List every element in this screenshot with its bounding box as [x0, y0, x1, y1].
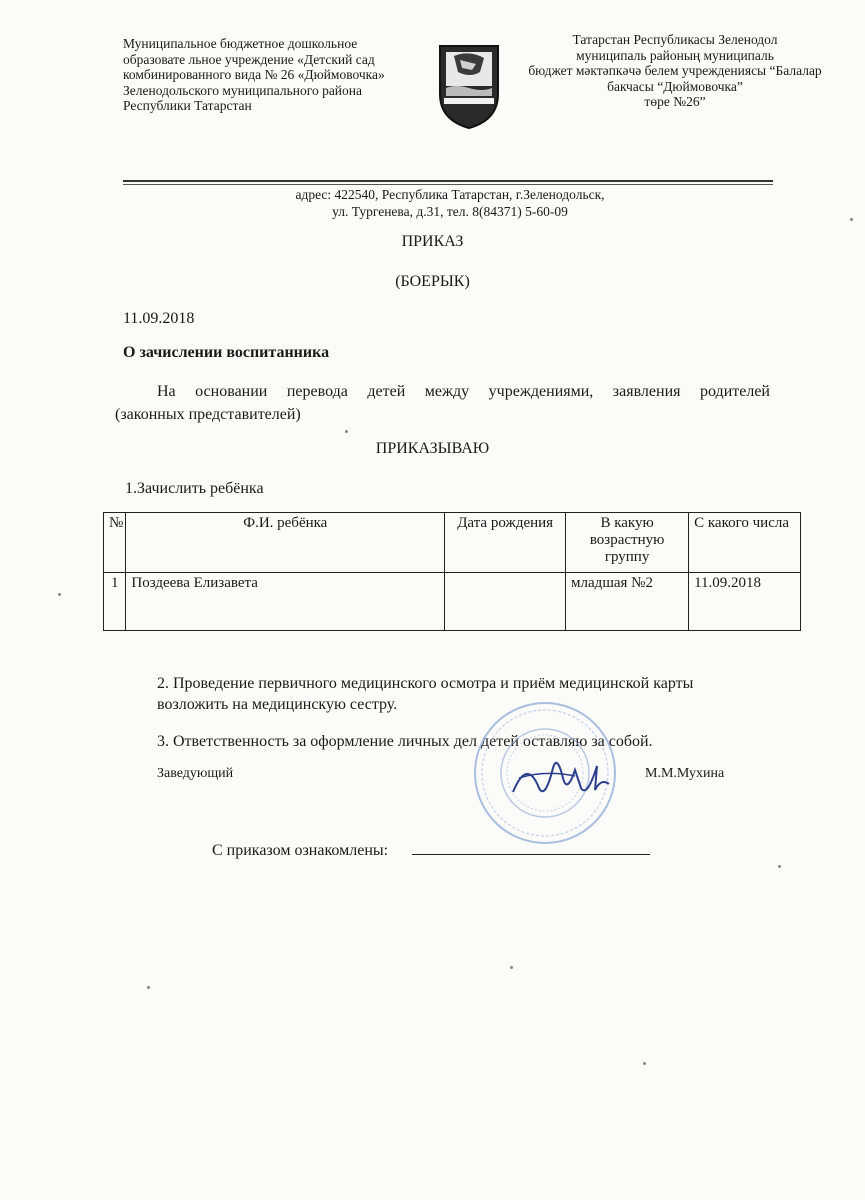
scan-speck — [58, 593, 61, 596]
cell-group: младшая №2 — [566, 573, 689, 631]
address-line: адрес: 422540, Республика Татарстан, г.Зеленодольск, — [295, 187, 605, 202]
scan-speck — [147, 986, 150, 989]
scan-speck — [510, 966, 513, 969]
col-header-number: № — [104, 513, 126, 573]
header-right-line: бюджет мәктәпкәчә белем учреждениясы “Балалар — [528, 63, 822, 78]
header-left-line: комбинированного вида № 26 «Дюймовочка» — [123, 67, 385, 82]
order-date: 11.09.2018 — [123, 310, 195, 327]
scan-speck — [643, 1062, 646, 1065]
cell-number: 1 — [104, 573, 126, 631]
header-right-tatar — [510, 32, 840, 110]
header-left-line: Муниципальное бюджетное дошкольное — [123, 36, 358, 51]
col-header-name: Ф.И. ребёнка — [126, 513, 445, 573]
scan-speck — [778, 865, 781, 868]
order-item-1: 1.Зачислить ребёнка — [125, 480, 264, 497]
header-left-line: образовате льное учреждение «Детский сад — [123, 51, 375, 67]
basis-line: На основании перевода детей между учреждениями, заявления родителей — [157, 383, 770, 400]
address-block — [150, 186, 750, 220]
acknowledgement-label: С приказом ознакомлены: — [212, 842, 389, 859]
table-header-row — [104, 513, 801, 573]
header-right-line: бакчасы “Дюймовочка” — [607, 78, 743, 94]
cell-name: Поздеева Елизавета — [126, 573, 445, 631]
order-word: ПРИКАЗЫВАЮ — [375, 440, 490, 457]
signer-title: Заведующий — [157, 766, 234, 781]
address-line: ул. Тургенева, д.31, тел. 8(84371) 5-60-09 — [332, 204, 568, 219]
header-right-line: муниципаль районың муниципаль — [576, 47, 774, 63]
signature-icon — [505, 748, 615, 804]
scan-speck — [850, 218, 853, 221]
basis-line: (законных представителей) — [115, 406, 301, 423]
col-header-start-date: С какого числа — [689, 513, 801, 573]
scan-speck — [345, 430, 348, 433]
acknowledgement-signature-line — [412, 854, 650, 855]
order-basis — [115, 380, 770, 426]
header-right-line: төре №26” — [644, 94, 706, 109]
cell-birthdate — [445, 573, 566, 631]
order-item-2: 2. Проведение первичного медицинского осмотра и приём медицинской карты возложить на медицинскую сестру. — [157, 675, 694, 713]
cell-start-date: 11.09.2018 — [689, 573, 801, 631]
document-title-tatar: (БОЕРЫК) — [395, 273, 470, 290]
enrollment-table — [103, 512, 801, 631]
document-title: ПРИКАЗ — [401, 233, 464, 250]
table-row — [104, 573, 801, 631]
col-header-group: В какую возрастную группу — [566, 513, 689, 573]
header-divider-thin — [123, 184, 773, 185]
header-left-russian — [123, 36, 423, 114]
order-subject: О зачислении воспитанника — [123, 344, 330, 361]
header-left-line: Зеленодольского муниципального района — [123, 82, 362, 98]
signer-name: М.М.Мухина — [645, 766, 725, 781]
order-item-3: 3. Ответственность за оформление личных дел детей оставляю за собой. — [157, 733, 653, 750]
coat-of-arms-icon — [436, 42, 502, 130]
header-right-line: Татарстан Республикасы Зеленодол — [572, 32, 778, 47]
header-left-line: Республики Татарстан — [123, 98, 252, 113]
col-header-birthdate: Дата рождения — [445, 513, 566, 573]
header-divider — [123, 180, 773, 182]
